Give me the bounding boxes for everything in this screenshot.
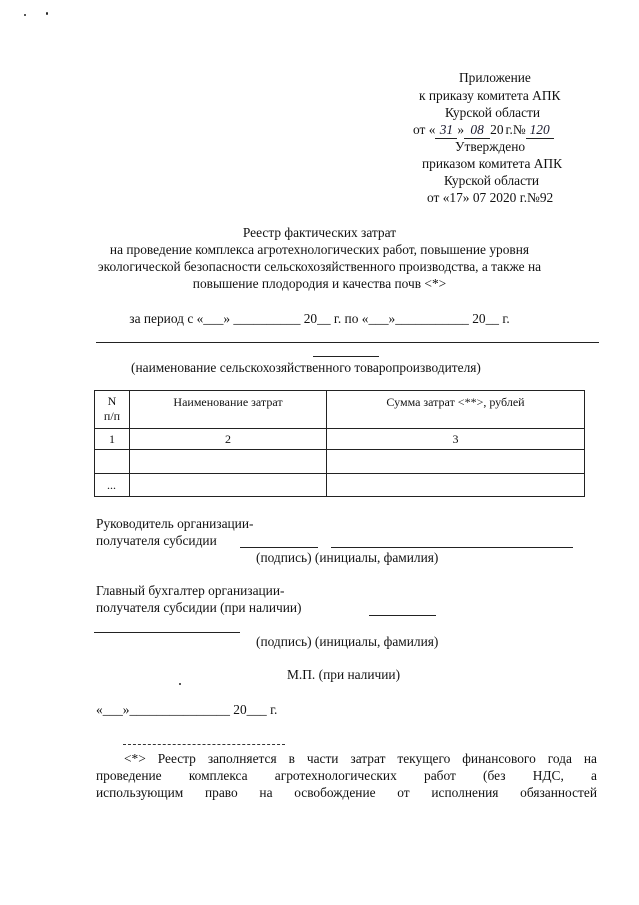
footnote-line-3: использующим право на освобождение от исполнения обязанностей bbox=[96, 785, 597, 800]
table-cell bbox=[130, 474, 327, 497]
order-date-quote: » bbox=[457, 122, 465, 137]
header-order-2: от «17» 07 2020 г.№92 bbox=[427, 190, 554, 205]
document-title: Реестр фактических затрат bbox=[242, 225, 397, 240]
accountant-label-line-1: Главный бухгалтер организации- bbox=[96, 583, 285, 598]
header-prilozhenie: Приложение bbox=[459, 70, 531, 85]
table-cell bbox=[327, 450, 585, 474]
accountant-signature-line bbox=[369, 615, 436, 616]
header-cost-sum: Сумма затрат <**>, рублей bbox=[386, 395, 525, 409]
header-order-date bbox=[413, 122, 554, 139]
head-label-line-2: получателя субсидии bbox=[96, 533, 217, 548]
table-cell: 1 bbox=[95, 429, 130, 450]
table-row bbox=[95, 429, 585, 450]
table-cell bbox=[327, 474, 585, 497]
table-cell: 3 bbox=[327, 429, 585, 450]
accountant-label-line-2: получателя субсидии (при наличии) bbox=[96, 600, 302, 615]
order-day-handwritten: 31 bbox=[435, 122, 457, 139]
header-oblast-2: Курской области bbox=[444, 173, 540, 188]
title-line-4: повышение плодородия и качества почв <*> bbox=[192, 276, 447, 291]
head-signature-caption: (подпись) (инициалы, фамилия) bbox=[256, 550, 439, 565]
head-name-line bbox=[331, 547, 573, 548]
header-cost-name: Наименование затрат bbox=[173, 395, 283, 409]
order-date-prefix: от « bbox=[413, 122, 436, 137]
header-k-prikazu: к приказу комитета АПК bbox=[419, 88, 561, 103]
footnote-line-1: <*> Реестр заполняется в части затрат текущего финансового года на bbox=[124, 751, 597, 766]
order-number-prefix: г.№ bbox=[505, 122, 526, 137]
accountant-name-line bbox=[94, 632, 240, 633]
order-month-handwritten: 08 bbox=[464, 122, 490, 139]
header-prikazom: приказом комитета АПК bbox=[422, 156, 563, 171]
footnote-separator bbox=[123, 744, 285, 745]
signing-date: «___»_______________ 20___ г. bbox=[96, 702, 278, 717]
producer-name-line bbox=[96, 342, 599, 343]
scan-speck bbox=[46, 12, 48, 15]
table-row bbox=[95, 450, 585, 474]
header-utverzhdeno: Утверждено bbox=[455, 139, 526, 154]
order-number-handwritten: 120 bbox=[526, 122, 554, 139]
table-cell bbox=[95, 450, 130, 474]
header-oblast: Курской области bbox=[445, 105, 541, 120]
producer-name-line-short bbox=[313, 356, 379, 357]
header-n: N bbox=[107, 394, 117, 408]
cost-register-table bbox=[94, 390, 585, 497]
head-signature-line bbox=[240, 547, 318, 548]
scan-speck bbox=[179, 683, 181, 685]
accountant-signature-caption: (подпись) (инициалы, фамилия) bbox=[256, 634, 439, 649]
table-row bbox=[95, 474, 585, 497]
table-cell: ... bbox=[95, 474, 130, 497]
header-cell-cost-sum bbox=[327, 391, 585, 429]
header-cell-cost-name bbox=[130, 391, 327, 429]
order-year: 20 bbox=[490, 122, 504, 137]
table-cell bbox=[130, 450, 327, 474]
title-line-3: экологической безопасности сельскохозяйственного производства, а также на bbox=[97, 259, 542, 274]
stamp-placeholder: М.П. (при наличии) bbox=[287, 667, 401, 682]
header-cell-number bbox=[95, 391, 130, 429]
head-label-line-1: Руководитель организации- bbox=[96, 516, 254, 531]
table-header-row bbox=[95, 391, 585, 429]
header-pp: п/п bbox=[103, 409, 121, 423]
scan-speck bbox=[24, 14, 26, 16]
footnote-line-2: проведение комплекса агротехнологических работ (без НДС, а bbox=[96, 768, 597, 783]
producer-caption: (наименование сельскохозяйственного товаропроизводителя) bbox=[131, 360, 481, 375]
table-cell: 2 bbox=[130, 429, 327, 450]
period-line: за период с «___» __________ 20__ г. по «___»___________ 20__ г. bbox=[129, 311, 510, 326]
title-line-2: на проведение комплекса агротехнологических работ, повышение уровня bbox=[109, 242, 530, 257]
